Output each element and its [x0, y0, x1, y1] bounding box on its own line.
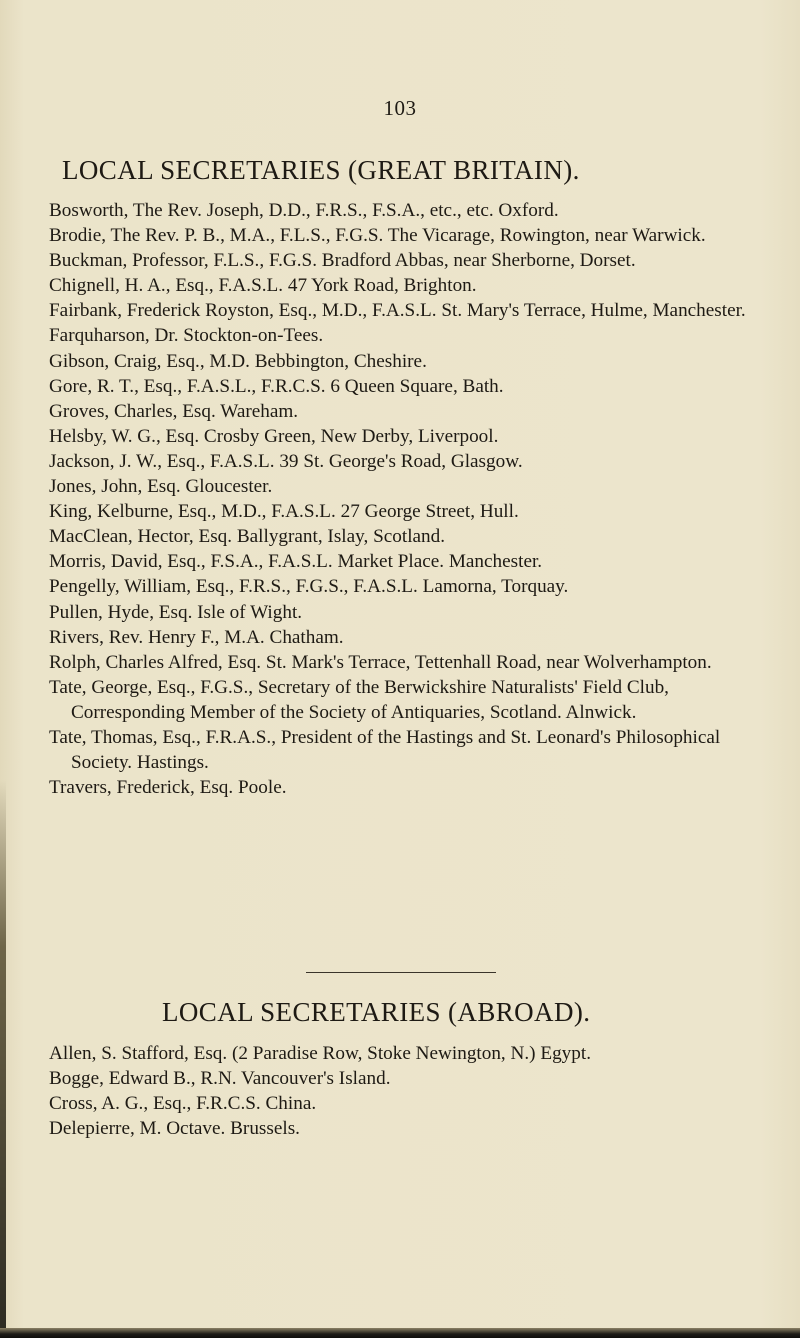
list-item: Buckman, Professor, F.L.S., F.G.S. Bradford Abbas, near Sherborne, Dorset. — [49, 250, 636, 272]
list-item: King, Kelburne, Esq., M.D., F.A.S.L. 27 George Street, Hull. — [49, 501, 519, 523]
list-item: Chignell, H. A., Esq., F.A.S.L. 47 York Road, Brighton. — [49, 275, 477, 297]
list-item: Bogge, Edward B., R.N. Vancouver's Island. — [49, 1068, 391, 1090]
list-item: Tate, George, Esq., F.G.S., Secretary of the Berwickshire Naturalists' Field Club, Corresponding Member of the Society of Antiquaries, Scotland. Alnwick. — [49, 676, 669, 723]
page-bottom-edge — [0, 1328, 800, 1338]
section-divider — [306, 972, 496, 973]
list-item: Gibson, Craig, Esq., M.D. Bebbington, Cheshire. — [49, 350, 427, 372]
list-item: Tate, Thomas, Esq., F.R.A.S., President of the Hastings and St. Leonard's Philosophical Society. Hastings. — [49, 726, 721, 774]
list-item: Jones, John, Esq. Gloucester. — [49, 476, 273, 498]
list-item: Bosworth, The Rev. Joseph, D.D., F.R.S., F.S.A., etc., etc. Oxford. — [49, 200, 559, 221]
list-item: Rivers, Rev. Henry F., M.A. Chatham. — [49, 626, 344, 648]
list-item: Travers, Frederick, Esq. Poole. — [49, 777, 287, 799]
list-item: Fairbank, Frederick Royston, Esq., M.D., F.A.S.L. St. Mary's Terrace, Hulme, Manchester. — [49, 300, 746, 322]
list-item: Farquharson, Dr. Stockton-on-Tees. — [49, 325, 324, 347]
list-item: Pullen, Hyde, Esq. Isle of Wight. — [49, 601, 303, 623]
list-item: Allen, S. Stafford, Esq. (2 Paradise Row, Stoke Newington, N.) Egypt. — [49, 1043, 591, 1064]
list-item: Jackson, J. W., Esq., F.A.S.L. 39 St. George's Road, Glasgow. — [49, 450, 523, 472]
great-britain-list — [49, 198, 779, 800]
list-item: Morris, David, Esq., F.S.A., F.A.S.L. Market Place. Manchester. — [49, 551, 543, 573]
list-item: Helsby, W. G., Esq. Crosby Green, New Derby, Liverpool. — [49, 425, 499, 447]
list-item: Groves, Charles, Esq. Wareham. — [49, 400, 299, 422]
list-item: Brodie, The Rev. P. B., M.A., F.L.S., F.G.S. The Vicarage, Rowington, near Warwick. — [49, 225, 706, 247]
list-item: Cross, A. G., Esq., F.R.C.S. China. — [49, 1093, 317, 1115]
heading-great-britain: LOCAL SECRETARIES (GREAT BRITAIN). — [62, 155, 580, 185]
abroad-list — [49, 1041, 779, 1141]
heading-abroad: LOCAL SECRETARIES (ABROAD). — [162, 997, 591, 1027]
list-item: Delepierre, M. Octave. Brussels. — [49, 1118, 300, 1140]
list-item: Pengelly, William, Esq., F.R.S., F.G.S., F.A.S.L. Lamorna, Torquay. — [49, 576, 569, 598]
list-item: Gore, R. T., Esq., F.A.S.L., F.R.C.S. 6 Queen Square, Bath. — [49, 375, 504, 397]
list-item: Rolph, Charles Alfred, Esq. St. Mark's Terrace, Tettenhall Road, near Wolverhampton. — [49, 651, 712, 673]
page-number: 103 — [383, 96, 417, 120]
binding-edge-shadow — [0, 780, 6, 1338]
list-item: MacClean, Hector, Esq. Ballygrant, Islay, Scotland. — [49, 526, 446, 548]
